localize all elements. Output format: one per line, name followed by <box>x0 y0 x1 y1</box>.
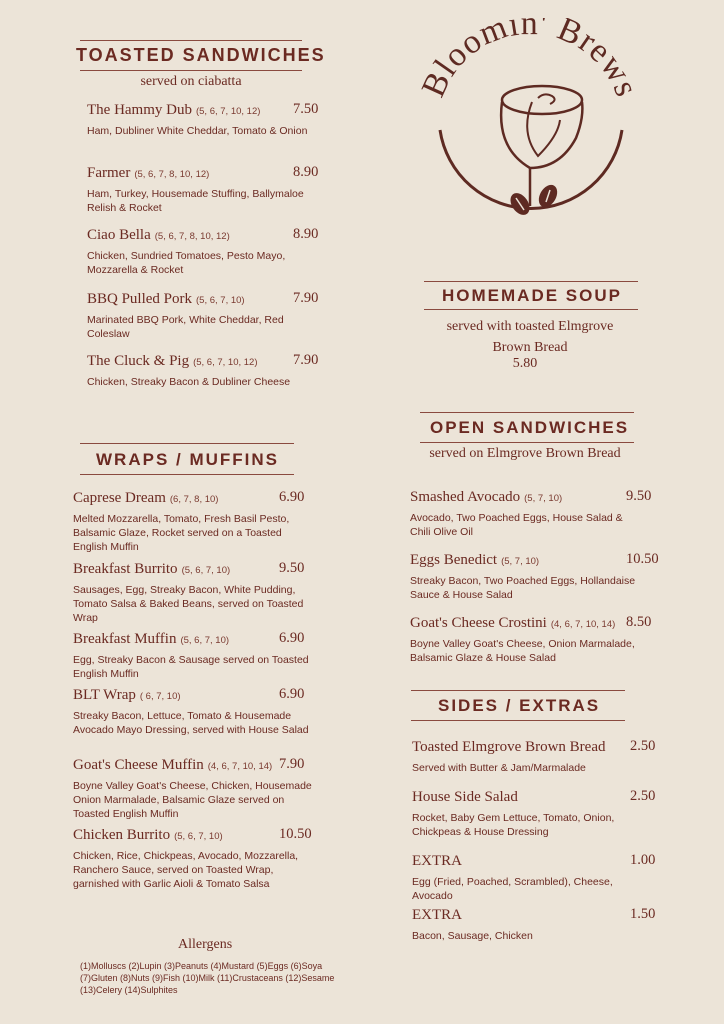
menu-item <box>410 614 652 665</box>
menu-item-price: 1.50 <box>630 906 656 922</box>
divider <box>80 474 294 475</box>
menu-item <box>73 686 313 737</box>
section-subtitle-toasted: served on ciabatta <box>140 74 242 89</box>
menu-item-price: 10.50 <box>626 551 659 567</box>
menu-item-description: Bacon, Sausage, Chicken <box>412 930 533 942</box>
allergens-list <box>80 960 370 996</box>
menu-item-description: Marinated BBQ Pork, White Cheddar, Red Coleslaw <box>87 314 284 340</box>
menu-item-allergen-codes: (5, 6, 7, 10, 12) <box>195 106 261 117</box>
divider <box>420 442 634 443</box>
menu-item-title <box>412 788 656 806</box>
section-heading-open: OPEN SANDWICHES <box>430 418 630 437</box>
menu-item-title <box>87 290 327 308</box>
menu-item-name: BBQ Pulled Pork <box>87 291 193 307</box>
allergens-line: (7)Gluten (8)Nuts (9)Fish (10)Milk (11)Crustaceans (12)Sesame <box>80 973 335 983</box>
menu-item-title <box>87 164 327 182</box>
menu-item <box>412 852 656 903</box>
menu-item-name: The Cluck & Pig <box>87 353 190 369</box>
menu-item-name: Breakfast Muffin <box>73 631 177 647</box>
menu-item-title <box>87 226 327 244</box>
soup-price: 5.80 <box>512 356 538 371</box>
menu-item-name: Farmer <box>87 165 131 181</box>
menu-item-name: Smashed Avocado <box>410 489 521 505</box>
menu-item-title <box>410 614 652 632</box>
menu-item-price: 7.50 <box>293 101 319 117</box>
divider <box>424 309 638 310</box>
divider <box>424 281 638 282</box>
allergens-line: (13)Celery (14)Sulphites <box>80 985 178 995</box>
menu-item-allergen-codes: (5, 6, 7, 10) <box>180 635 230 646</box>
menu-item <box>73 826 313 891</box>
menu-item-price: 2.50 <box>630 738 656 754</box>
menu-item-description: Ham, Turkey, Housemade Stuffing, Ballymaloe Relish & Rocket <box>87 188 304 214</box>
menu-item <box>73 489 313 554</box>
menu-item-description: Boyne Valley Goat's Cheese, Onion Marmalade, Balsamic Glaze & House Salad <box>410 638 635 664</box>
menu-item-title <box>87 352 327 370</box>
menu-item-description: Ham, Dubliner White Cheddar, Tomato & Onion <box>87 125 308 137</box>
section-heading-sides: SIDES / EXTRAS <box>438 696 601 715</box>
section-heading-toasted: TOASTED SANDWICHES <box>76 45 326 65</box>
menu-item <box>87 352 327 389</box>
section-heading-soup: HOMEMADE SOUP <box>442 286 622 305</box>
menu-item-description: Egg (Fried, Poached, Scrambled), Cheese, Avocado <box>412 876 613 902</box>
divider <box>80 40 302 41</box>
menu-item-title <box>73 630 313 648</box>
menu-item <box>87 290 327 341</box>
menu-item-price: 8.50 <box>626 614 652 630</box>
allergens-title: Allergens <box>178 937 233 952</box>
menu-item-title <box>73 826 313 844</box>
menu-item-price: 1.00 <box>630 852 656 868</box>
menu-item-description: Rocket, Baby Gem Lettuce, Tomato, Onion, Chickpeas & House Dressing <box>412 812 615 838</box>
menu-item-description: Chicken, Sundried Tomatoes, Pesto Mayo, Mozzarella & Rocket <box>87 250 286 276</box>
menu-item-title <box>412 738 656 756</box>
menu-item-name: Eggs Benedict <box>410 552 498 568</box>
menu-item <box>410 488 652 539</box>
menu-item-title <box>73 686 313 704</box>
menu-item-title <box>412 906 656 924</box>
menu-item-price: 8.90 <box>293 226 319 242</box>
menu-item-name: Caprese Dream <box>73 490 166 506</box>
menu-item-name: Goat's Cheese Muffin <box>73 757 204 773</box>
menu-item <box>73 630 313 681</box>
menu-item-allergen-codes: (5, 7, 10) <box>501 556 540 567</box>
menu-item-description: Streaky Bacon, Two Poached Eggs, Hollandaise Sauce & House Salad <box>410 575 636 601</box>
menu-item <box>87 226 327 277</box>
menu-item-price: 7.90 <box>293 290 319 306</box>
menu-item-description: Sausages, Egg, Streaky Bacon, White Pudding, Tomato Salsa & Baked Beans, served on Toasted Wrap <box>73 584 304 624</box>
menu-item-allergen-codes: (4, 6, 7, 10, 14) <box>550 619 616 630</box>
menu-item-price: 9.50 <box>279 560 305 576</box>
menu-item-price: 2.50 <box>630 788 656 804</box>
menu-item-name: House Side Salad <box>412 789 518 805</box>
divider <box>80 70 302 71</box>
menu-item-allergen-codes: (4, 6, 7, 10, 14) <box>207 761 273 772</box>
section-heading-wraps: WRAPS / MUFFINS <box>96 450 279 469</box>
divider <box>420 412 634 413</box>
menu-item-title <box>73 560 313 578</box>
divider <box>411 720 625 721</box>
menu-item-name: Goat's Cheese Crostini <box>410 615 547 631</box>
menu-item-title <box>410 551 659 569</box>
menu-item-description: Egg, Streaky Bacon & Sausage served on Toasted English Muffin <box>73 654 309 680</box>
brand-logo <box>410 18 650 243</box>
menu-item-price: 6.90 <box>279 686 305 702</box>
menu-item-price: 6.90 <box>279 630 305 646</box>
menu-item-description: Chicken, Rice, Chickpeas, Avocado, Mozzarella, Ranchero Sauce, served on Toasted Wrap, garnished with Garlic Aioli & Tomato Salsa <box>73 850 299 890</box>
menu-item-name: The Hammy Dub <box>87 102 192 118</box>
menu-item-price: 7.90 <box>279 756 305 772</box>
menu-item-allergen-codes: (5, 6, 7, 8, 10, 12) <box>134 169 210 180</box>
section-subtitle-open: served on Elmgrove Brown Bread <box>429 446 621 461</box>
menu-item-description: Chicken, Streaky Bacon & Dubliner Cheese <box>87 376 291 388</box>
menu-item <box>87 164 327 215</box>
menu-item-allergen-codes: (6, 7, 8, 10) <box>169 494 219 505</box>
menu-item-allergen-codes: (5, 7, 10) <box>524 493 563 504</box>
menu-item-allergen-codes: (5, 6, 7, 10) <box>181 565 231 576</box>
menu-item-allergen-codes: (5, 6, 7, 10) <box>174 831 223 842</box>
divider <box>80 443 294 444</box>
section-subtitle-soup: served with toasted Elmgrove Brown Bread <box>446 319 614 355</box>
svg-text:Bloomin' Brews <box>415 18 646 102</box>
menu-item-name: EXTRA <box>412 853 462 869</box>
menu-item-title <box>412 852 656 870</box>
menu-item-name: Ciao Bella <box>87 227 151 243</box>
logo-mark <box>410 18 650 243</box>
menu-item-price: 8.90 <box>293 164 319 180</box>
allergens-line: (1)Molluscs (2)Lupin (3)Peanuts (4)Mustard (5)Eggs (6)Soya <box>80 961 323 971</box>
menu-item <box>412 788 656 839</box>
menu-item-allergen-codes: (5, 6, 7, 8, 10, 12) <box>154 231 230 242</box>
menu-item-name: BLT Wrap <box>73 687 136 703</box>
menu-item-name: EXTRA <box>412 907 462 923</box>
menu-item-title <box>410 488 652 506</box>
menu-item-name: Breakfast Burrito <box>73 561 178 577</box>
menu-item-allergen-codes: (5, 6, 7, 10, 12) <box>193 357 258 368</box>
menu-item <box>410 551 659 602</box>
menu-item-description: Served with Butter & Jam/Marmalade <box>412 762 586 774</box>
menu-item-price: 6.90 <box>279 489 305 505</box>
menu-item-allergen-codes: ( 6, 7, 10) <box>139 691 181 702</box>
menu-item-description: Streaky Bacon, Lettuce, Tomato & Housemade Avocado Mayo Dressing, served with House Salad <box>73 710 309 736</box>
menu-item <box>73 560 313 625</box>
brand-name: Bloomin' Brews <box>414 18 646 103</box>
menu-item-name: Toasted Elmgrove Brown Bread <box>412 739 606 755</box>
menu-item-title <box>73 756 313 774</box>
menu-item <box>73 756 313 821</box>
menu-item-title <box>73 489 313 507</box>
menu-item-title <box>87 101 327 119</box>
menu-item-allergen-codes: (5, 6, 7, 10) <box>196 295 245 306</box>
menu-item <box>412 906 656 943</box>
menu-item <box>87 101 327 138</box>
menu-item-price: 9.50 <box>626 488 652 504</box>
menu-item-description: Avocado, Two Poached Eggs, House Salad & Chili Olive Oil <box>410 512 623 538</box>
menu-item-name: Chicken Burrito <box>73 827 171 843</box>
menu-item-description: Melted Mozzarella, Tomato, Fresh Basil Pesto, Balsamic Glaze, Rocket served on a Toasted English Muffin <box>73 513 290 553</box>
menu-item-description: Boyne Valley Goat's Cheese, Chicken, Housemade Onion Marmalade, Balsamic Glaze served on Toasted English Muffin <box>73 780 312 820</box>
menu-item-price: 10.50 <box>279 826 312 842</box>
menu-item-price: 7.90 <box>293 352 319 368</box>
menu-item <box>412 738 656 775</box>
divider <box>411 690 625 691</box>
